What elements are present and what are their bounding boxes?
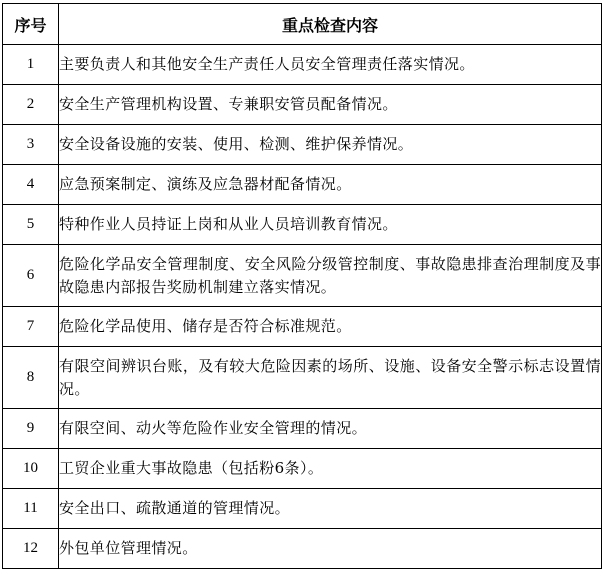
row-number: 3 bbox=[3, 125, 59, 165]
row-content: 工贸企业重大事故隐患（包括粉6条）。 bbox=[59, 449, 602, 489]
table-row bbox=[3, 307, 602, 347]
table-row bbox=[3, 529, 602, 569]
table-row bbox=[3, 205, 602, 245]
table-row bbox=[3, 125, 602, 165]
row-number: 6 bbox=[3, 245, 59, 307]
column-header-content: 重点检查内容 bbox=[59, 4, 602, 45]
table-row bbox=[3, 347, 602, 409]
column-header-no: 序号 bbox=[3, 4, 59, 45]
table-row bbox=[3, 245, 602, 307]
row-content: 有限空间辨识台账，及有较大危险因素的场所、设施、设备安全警示标志设置情况。 bbox=[59, 347, 602, 409]
table-row bbox=[3, 45, 602, 85]
row-content: 安全设备设施的安装、使用、检测、维护保养情况。 bbox=[59, 125, 602, 165]
table-row bbox=[3, 409, 602, 449]
row-content: 特种作业人员持证上岗和从业人员培训教育情况。 bbox=[59, 205, 602, 245]
row-content: 安全生产管理机构设置、专兼职安管员配备情况。 bbox=[59, 85, 602, 125]
row-content: 外包单位管理情况。 bbox=[59, 529, 602, 569]
table-row bbox=[3, 449, 602, 489]
row-number: 7 bbox=[3, 307, 59, 347]
row-number: 5 bbox=[3, 205, 59, 245]
table-row bbox=[3, 489, 602, 529]
row-number: 12 bbox=[3, 529, 59, 569]
row-number: 4 bbox=[3, 165, 59, 205]
row-content: 危险化学品安全管理制度、安全风险分级管控制度、事故隐患排查治理制度及事故隐患内部报告奖励机制建立落实情况。 bbox=[59, 245, 602, 307]
row-content: 安全出口、疏散通道的管理情况。 bbox=[59, 489, 602, 529]
table-row bbox=[3, 85, 602, 125]
table-header-row bbox=[3, 4, 602, 45]
row-number: 8 bbox=[3, 347, 59, 409]
row-content: 应急预案制定、演练及应急器材配备情况。 bbox=[59, 165, 602, 205]
row-number: 9 bbox=[3, 409, 59, 449]
row-number: 10 bbox=[3, 449, 59, 489]
table-row bbox=[3, 165, 602, 205]
row-content: 危险化学品使用、储存是否符合标准规范。 bbox=[59, 307, 602, 347]
inspection-table bbox=[2, 3, 602, 569]
row-number: 11 bbox=[3, 489, 59, 529]
row-number: 1 bbox=[3, 45, 59, 85]
row-content: 主要负责人和其他安全生产责任人员安全管理责任落实情况。 bbox=[59, 45, 602, 85]
row-number: 2 bbox=[3, 85, 59, 125]
row-content: 有限空间、动火等危险作业安全管理的情况。 bbox=[59, 409, 602, 449]
